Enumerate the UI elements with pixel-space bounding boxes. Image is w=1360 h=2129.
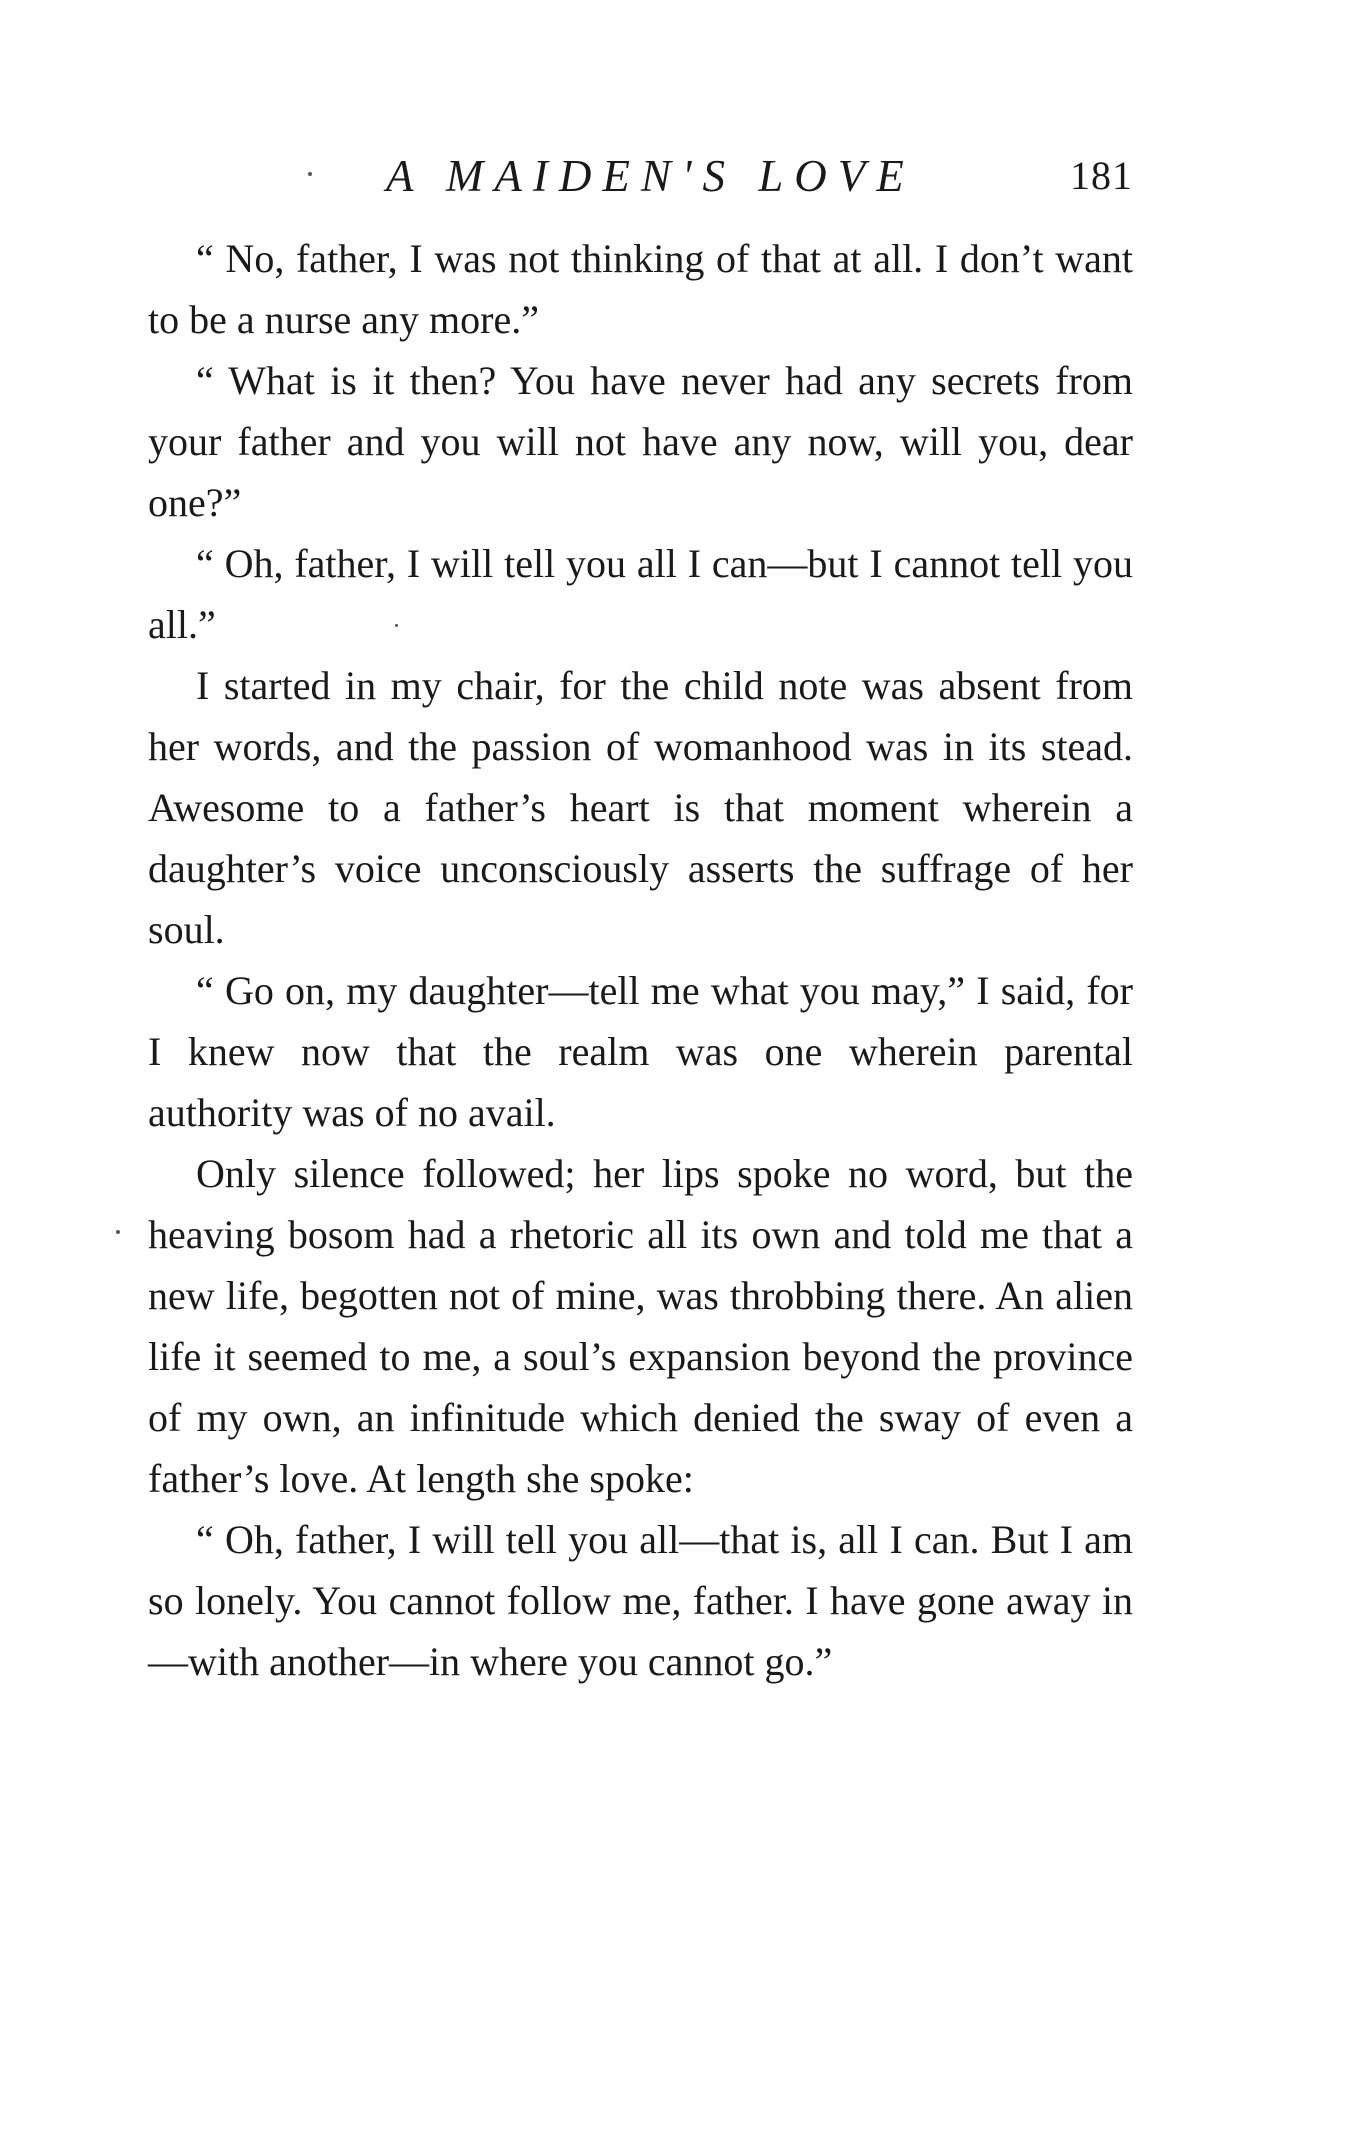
- ink-speck: [116, 1230, 120, 1234]
- ink-speck: [395, 624, 398, 627]
- paragraph: I started in my chair, for the child note was absent from her words, and the passion of womanhood was in its stead. Awesome to a father’s heart is that moment wherein a daughter’s voice unconsciously asserts the suffrage of her soul.: [148, 663, 1133, 952]
- paragraph: “ What is it then? You have never had any secrets from your father and you will not have any now, will you, dear one?”: [148, 358, 1133, 525]
- ink-speck: [308, 172, 312, 176]
- paragraph: “ Go on, my daughter—tell me what you may,” I said, for I knew now that the realm was one wherein parental authority was of no avail.: [148, 968, 1133, 1135]
- paragraph: “ Oh, father, I will tell you all—that is, all I can. But I am so lonely. You cannot follow me, father. I have gone away in—with another—in where you cannot go.”: [148, 1517, 1133, 1684]
- running-head: [148, 146, 1133, 206]
- body-text: [148, 228, 1133, 1692]
- paragraph: Only silence followed; her lips spoke no word, but the heaving bosom had a rhetoric all its own and told me that a new life, begotten not of mine, was throbbing there. An alien life it seemed to me, a soul’s expansion beyond the province of my own, an infinitude which denied the sway of even a father’s love. At length she spoke:: [148, 1151, 1133, 1501]
- running-title: A MAIDEN'S LOVE: [386, 151, 915, 201]
- paragraph: “ No, father, I was not thinking of that at all. I don’t want to be a nurse any more.”: [148, 236, 1133, 342]
- paragraph: “ Oh, father, I will tell you all I can—but I cannot tell you all.”: [148, 541, 1133, 647]
- page-number: 181: [1070, 153, 1133, 198]
